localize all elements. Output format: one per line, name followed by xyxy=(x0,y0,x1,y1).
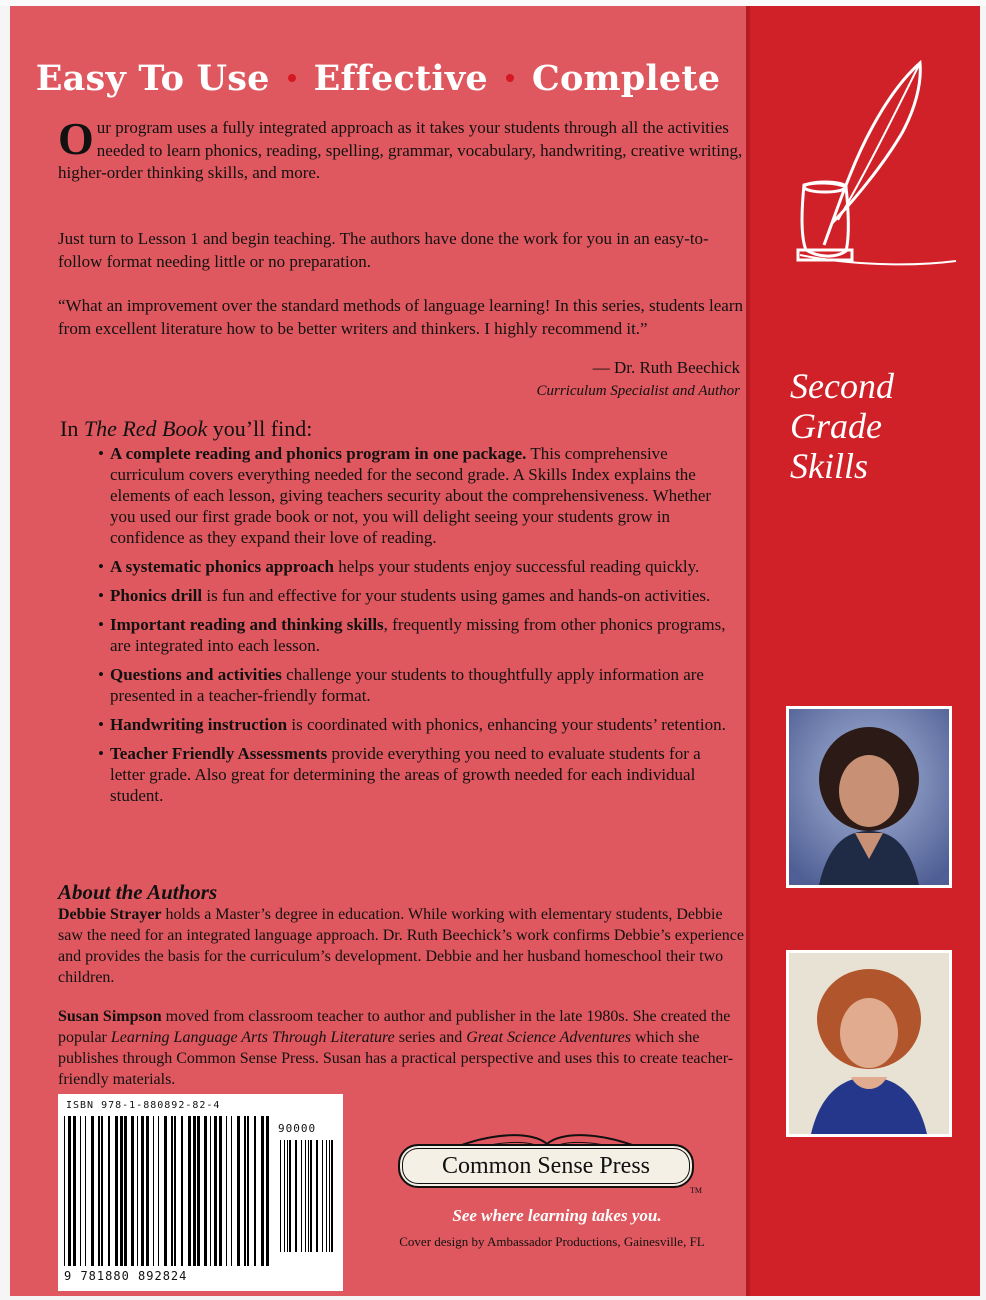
author-bio-text: which she publishes through Common Sense Press. Susan has a practical perspective and uses this to create teacher-friendly materials. xyxy=(58,1029,734,1088)
bullet-dot-icon xyxy=(506,74,514,82)
bullet-dot-icon xyxy=(288,74,296,82)
feature-text: challenge your students to thoughtfully apply information are presented in a teacher-friendly format. xyxy=(110,665,704,705)
cover-design-credit: Cover design by Ambassador Productions, Gainesville, FL xyxy=(399,1234,705,1249)
tagline xyxy=(10,58,746,99)
authors-heading: About the Authors xyxy=(58,880,218,904)
trademark-mark: TM xyxy=(690,1186,702,1195)
bullet-icon: • xyxy=(98,557,104,576)
feature-item xyxy=(98,585,738,606)
publisher-name: Common Sense Press xyxy=(398,1144,694,1188)
grade-label xyxy=(790,366,894,486)
feature-item xyxy=(98,714,738,735)
main-panel xyxy=(10,6,746,1296)
price-barcode-bars xyxy=(280,1140,336,1252)
feature-text: is coordinated with phonics, enhancing your students’ retention. xyxy=(287,715,726,734)
intro-paragraph xyxy=(58,113,743,185)
feature-item xyxy=(98,664,738,706)
author-bio-text: holds a Master’s degree in education. While working with elementary students, Debbie saw the need for an integrated language approach. Dr. Ruth Beechick’s work confirms Debbie’s experience and provides the basis for the curriculum’s development. Debbie and her husband homeschool their two children. xyxy=(58,906,744,986)
bullet-icon: • xyxy=(98,586,104,605)
author-name: Debbie Strayer xyxy=(58,906,162,923)
author-photo-debbie xyxy=(786,706,952,888)
tagline-easy: Easy To Use xyxy=(35,58,270,99)
feature-title: Important reading and thinking skills xyxy=(110,615,384,634)
feature-title: A systematic phonics approach xyxy=(110,557,335,576)
quote-attribution xyxy=(430,357,740,402)
publisher-slogan: See where learning takes you. xyxy=(452,1206,662,1225)
grade-label-line: Grade xyxy=(790,406,882,446)
tagline-complete: Complete xyxy=(531,58,721,99)
bullet-icon: • xyxy=(98,715,104,734)
isbn-number: ISBN 978-1-880892-82-4 xyxy=(66,1100,221,1111)
quill-pen-icon xyxy=(790,55,960,280)
drop-cap: O xyxy=(58,113,94,164)
features-list xyxy=(98,443,738,814)
author-bio-text: series and xyxy=(394,1029,467,1046)
feature-title: A complete reading and phonics program in one package. xyxy=(110,444,527,463)
author-bio-susan xyxy=(58,1006,748,1090)
price-code: 90000 xyxy=(278,1122,317,1135)
book-title: The Red Book xyxy=(83,416,208,441)
author-name: Susan Simpson xyxy=(58,1008,162,1025)
intro-paragraph-2: Just turn to Lesson 1 and begin teaching. The authors have done the work for you in an easy-to-follow format needing little or no preparation. xyxy=(58,229,709,271)
features-heading xyxy=(60,416,312,442)
author-photo-susan xyxy=(786,950,952,1137)
quote-author-role: Curriculum Specialist and Author xyxy=(536,382,740,399)
bullet-icon: • xyxy=(98,744,104,763)
feature-title: Phonics drill xyxy=(110,586,203,605)
series-title: Learning Language Arts Through Literature xyxy=(110,1029,395,1046)
intro-text: ur program uses a fully integrated approach as it takes your students through all the activities needed to learn phonics, reading, spelling, grammar, vocabulary, handwriting, creative writing, higher-order thinking skills, and more. xyxy=(58,118,743,182)
feature-text: This comprehensive curriculum covers everything needed for the second grade. A Skills Index explains the elements of each lesson, giving teachers security about the comprehensiveness. Whether you used our first grade book or not, you will delight seeing your students grow in confidence as they expand their love of reading. xyxy=(110,444,712,547)
feature-text: provide everything you need to evaluate students for a letter grade. Also great for determining the areas of growth needed for each individual student. xyxy=(110,744,701,805)
feature-text: helps your students enjoy successful reading quickly. xyxy=(334,557,700,576)
isbn-barcode xyxy=(58,1094,343,1291)
feature-title: Teacher Friendly Assessments xyxy=(110,744,328,763)
bullet-icon: • xyxy=(98,444,104,463)
bullet-icon: • xyxy=(98,665,104,684)
quote-author: — Dr. Ruth Beechick xyxy=(592,358,740,377)
side-panel-edge xyxy=(746,6,750,1296)
barcode-digits: 9 781880 892824 xyxy=(64,1269,188,1283)
features-heading-suffix: you’ll find: xyxy=(207,416,313,441)
author-bio-text: moved from classroom teacher to author and publisher in the late 1980s. She created the popular xyxy=(58,1008,731,1046)
feature-item xyxy=(98,556,738,577)
bullet-icon: • xyxy=(98,615,104,634)
series-title: Great Science Adventures xyxy=(466,1029,631,1046)
barcode-bars xyxy=(64,1116,270,1266)
feature-title: Handwriting instruction xyxy=(110,715,288,734)
feature-title: Questions and activities xyxy=(110,665,282,684)
feature-text: is fun and effective for your students using games and hands-on activities. xyxy=(202,586,711,605)
features-heading-prefix: In xyxy=(60,416,84,441)
author-bio-debbie xyxy=(58,904,748,988)
tagline-effective: Effective xyxy=(313,58,488,99)
grade-label-line: Skills xyxy=(790,446,868,486)
grade-label-line: Second xyxy=(790,366,894,406)
feature-item xyxy=(98,614,738,656)
feature-text: , frequently missing from other phonics programs, are integrated into each lesson. xyxy=(110,615,726,655)
feature-item xyxy=(98,443,738,548)
feature-item xyxy=(98,743,738,806)
endorsement-quote: “What an improvement over the standard methods of language learning! In this series, students learn from excellent literature how to be better writers and thinkers. I highly recommend it.” xyxy=(58,296,743,338)
